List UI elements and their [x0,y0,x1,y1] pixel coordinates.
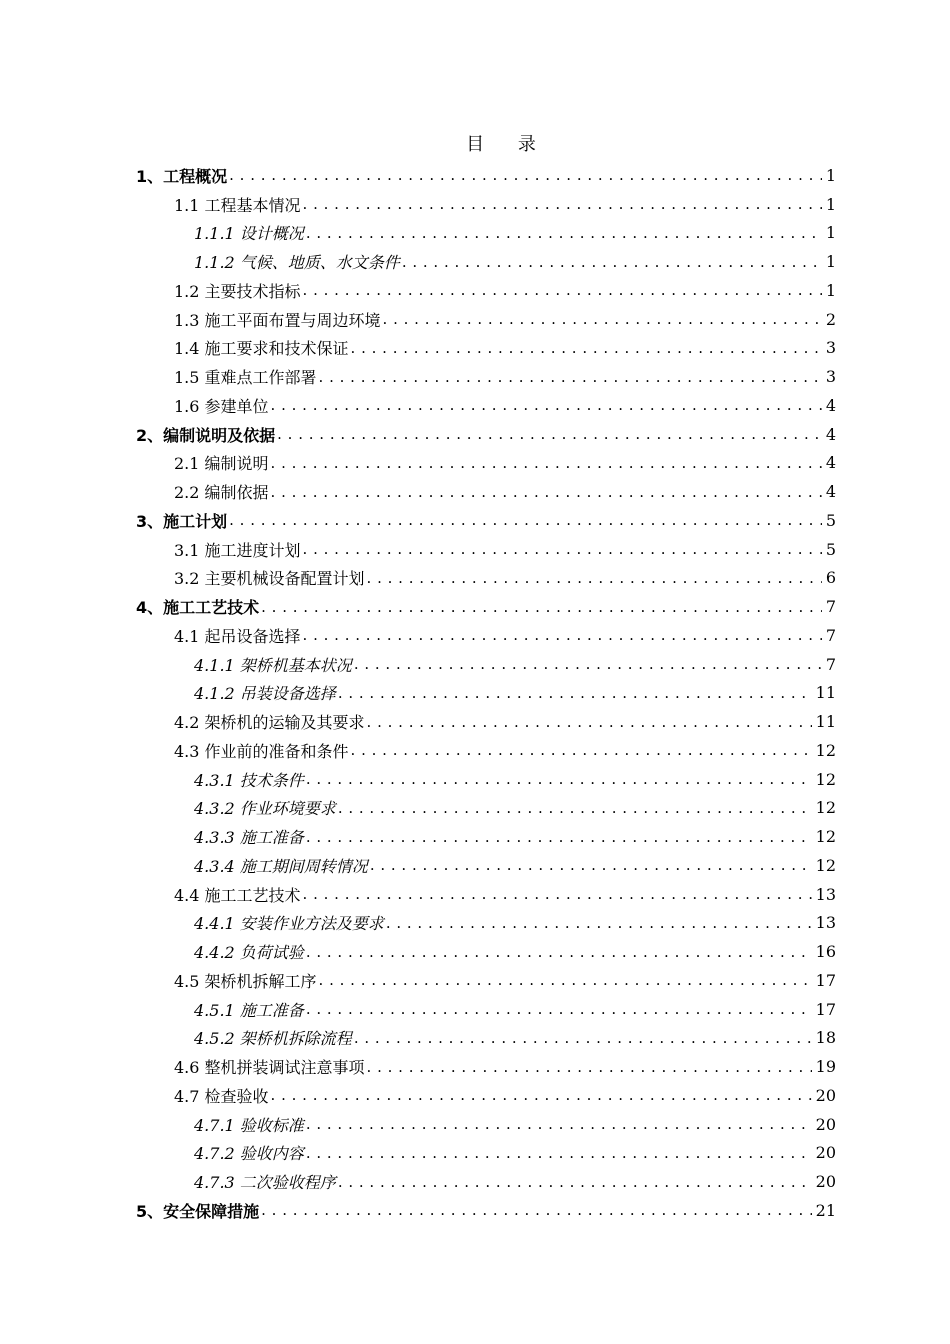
toc-entry-label: 1.4 施工要求和技术保证 [174,339,349,359]
toc-entry-label: 4.3.2 作业环境要求 [194,799,336,819]
toc-title: 目 录 [466,134,550,155]
toc-entry-level-2[interactable] [0,1081,950,1110]
toc-dot-leader [271,453,822,473]
toc-entry-level-3[interactable] [0,851,950,880]
toc-dot-leader [261,1200,812,1220]
toc-entry-label: 4.3.3 施工准备 [194,828,304,848]
toc-entry-label: 1.1.1 设计概况 [194,224,304,244]
toc-entry-level-2[interactable] [0,305,950,334]
toc-dot-leader [386,913,812,933]
toc-dot-leader [338,1172,812,1192]
toc-entry-level-2[interactable] [0,1052,950,1081]
toc-dot-leader [306,942,812,962]
toc-entry-label: 1.6 参建单位 [174,396,269,416]
toc-page-number: 21 [815,1200,836,1220]
toc-page-number: 20 [815,1172,836,1192]
toc-dot-leader [303,539,822,559]
toc-page-number: 20 [815,1085,836,1105]
toc-entry-level-2[interactable] [0,190,950,219]
toc-page-number: 5 [825,539,836,559]
toc-page-number: 1 [825,194,836,214]
toc-entry-level-1[interactable] [0,592,950,621]
toc-entry-label: 4.4.2 负荷试验 [194,943,304,963]
toc-dot-leader [303,280,822,300]
toc-entry-label: 4.7.1 验收标准 [194,1115,304,1135]
toc-page-number: 1 [825,252,836,272]
toc-entry-label: 4.6 整机拼装调试注意事项 [174,1058,365,1078]
toc-page-number: 4 [825,453,836,473]
toc-entry-level-3[interactable] [0,937,950,966]
toc-page-number: 7 [825,654,836,674]
table-of-contents [0,161,950,1225]
toc-entry-label: 4.3 作业前的准备和条件 [174,741,349,761]
toc-page-number: 4 [825,424,836,444]
toc-entry-label: 1.1 工程基本情况 [174,195,301,215]
toc-entry-level-2[interactable] [0,621,950,650]
toc-entry-label: 1.3 施工平面布置与周边环境 [174,310,381,330]
toc-entry-level-2[interactable] [0,276,950,305]
toc-dot-leader [306,769,812,789]
toc-entry-label: 4.1.2 吊装设备选择 [194,684,336,704]
toc-page-number: 11 [815,712,836,732]
toc-dot-leader [306,1143,812,1163]
toc-entry-label: 4.4.1 安装作业方法及要求 [194,914,384,934]
toc-page-number: 13 [815,913,836,933]
toc-entry-level-1[interactable] [0,1196,950,1225]
toc-dot-leader [351,740,812,760]
toc-entry-label: 4.3.1 技术条件 [194,770,304,790]
toc-dot-leader [367,568,822,588]
toc-page-number: 7 [825,625,836,645]
toc-entry-label: 4.3.4 施工期间周转情况 [194,856,368,876]
toc-entry-level-2[interactable] [0,535,950,564]
toc-entry-level-2[interactable] [0,391,950,420]
toc-entry-level-2[interactable] [0,736,950,765]
toc-entry-label: 4.7.3 二次验收程序 [194,1173,336,1193]
toc-entry-level-3[interactable] [0,995,950,1024]
toc-entry-label: 4.5 架桥机拆解工序 [174,971,317,991]
toc-dot-leader [354,1028,812,1048]
toc-page-number: 1 [825,280,836,300]
toc-entry-label: 4.1.1 架桥机基本状况 [194,655,352,675]
toc-entry-label: 2、编制说明及依据 [136,425,276,445]
toc-entry-label: 4.4 施工工艺技术 [174,885,301,905]
toc-entry-label: 1.2 主要技术指标 [174,281,301,301]
toc-dot-leader [367,712,812,732]
toc-page-number: 6 [825,568,836,588]
toc-dot-leader [306,999,812,1019]
toc-entry-label: 4.7 检查验收 [174,1086,269,1106]
toc-page-number: 4 [825,395,836,415]
toc-entry-level-1[interactable] [0,161,950,190]
toc-entry-level-3[interactable] [0,679,950,708]
toc-dot-leader [306,1114,812,1134]
toc-page-number: 20 [815,1114,836,1134]
toc-dot-leader [229,165,822,185]
toc-dot-leader [271,482,822,502]
toc-entry-level-3[interactable] [0,765,950,794]
toc-dot-leader [271,1085,812,1105]
toc-page-number: 1 [825,223,836,243]
toc-page-number: 12 [815,855,836,875]
toc-entry-label: 1.5 重难点工作部署 [174,368,317,388]
toc-entry-label: 4.5.2 架桥机拆除流程 [194,1029,352,1049]
toc-page-number: 16 [815,942,836,962]
toc-page-number: 7 [825,597,836,617]
toc-entry-label: 4.1 起吊设备选择 [174,626,301,646]
toc-entry-label: 4.2 架桥机的运输及其要求 [174,713,365,733]
toc-dot-leader [306,223,822,243]
toc-page-number: 12 [815,769,836,789]
toc-entry-label: 4.7.2 验收内容 [194,1144,304,1164]
toc-page-number: 3 [825,338,836,358]
toc-dot-leader [303,884,812,904]
toc-page-number: 20 [815,1143,836,1163]
toc-dot-leader [351,338,822,358]
toc-dot-leader [303,194,822,214]
toc-page-number: 13 [815,884,836,904]
toc-page-number: 17 [815,999,836,1019]
toc-dot-leader [370,855,812,875]
toc-page-number: 2 [825,309,836,329]
toc-entry-level-2[interactable] [0,966,950,995]
toc-entry-level-3[interactable] [0,909,950,938]
toc-dot-leader [271,395,822,415]
toc-dot-leader [354,654,822,674]
toc-dot-leader [303,625,822,645]
toc-dot-leader [383,309,822,329]
toc-page-number: 19 [815,1057,836,1077]
toc-page-number: 5 [825,510,836,530]
toc-entry-level-3[interactable] [0,1139,950,1168]
toc-entry-level-2[interactable] [0,880,950,909]
toc-entry-label: 2.1 编制说明 [174,454,269,474]
toc-entry-level-1[interactable] [0,506,950,535]
toc-entry-level-1[interactable] [0,420,950,449]
toc-entry-level-2[interactable] [0,477,950,506]
toc-entry-level-2[interactable] [0,334,950,363]
toc-page-number: 12 [815,827,836,847]
toc-entry-label: 2.2 编制依据 [174,483,269,503]
toc-page-number: 12 [815,740,836,760]
toc-dot-leader [229,510,822,530]
toc-entry-level-3[interactable] [0,794,950,823]
toc-entry-label: 4、施工工艺技术 [136,598,260,618]
toc-entry-level-3[interactable] [0,219,950,248]
toc-entry-label: 1、工程概况 [136,166,228,186]
toc-page-number: 17 [815,970,836,990]
toc-entry-label: 3.2 主要机械设备配置计划 [174,569,365,589]
toc-entry-label: 5、安全保障措施 [136,1201,260,1221]
toc-entry-level-3[interactable] [0,1167,950,1196]
toc-page-number: 1 [825,165,836,185]
toc-dot-leader [402,252,822,272]
toc-page-number: 12 [815,798,836,818]
toc-entry-label: 4.5.1 施工准备 [194,1000,304,1020]
toc-entry-level-3[interactable] [0,1110,950,1139]
toc-entry-label: 3、施工计划 [136,511,228,531]
toc-dot-leader [306,827,812,847]
toc-entry-level-3[interactable] [0,1024,950,1053]
toc-entry-level-2[interactable] [0,449,950,478]
toc-entry-level-3[interactable] [0,822,950,851]
toc-page-number: 11 [815,683,836,703]
toc-page-number: 4 [825,482,836,502]
toc-page-number: 18 [815,1028,836,1048]
toc-dot-leader [319,970,812,990]
toc-entry-level-2[interactable] [0,362,950,391]
toc-entry-level-3[interactable] [0,650,950,679]
toc-dot-leader [338,683,812,703]
toc-page-number: 3 [825,367,836,387]
toc-dot-leader [277,424,822,444]
toc-entry-level-2[interactable] [0,564,950,593]
toc-dot-leader [261,597,822,617]
toc-entry-label: 1.1.2 气候、地质、水文条件 [194,253,400,273]
toc-dot-leader [367,1057,812,1077]
toc-dot-leader [338,798,812,818]
toc-entry-level-2[interactable] [0,707,950,736]
toc-entry-level-3[interactable] [0,247,950,276]
toc-entry-label: 3.1 施工进度计划 [174,540,301,560]
toc-dot-leader [319,367,822,387]
